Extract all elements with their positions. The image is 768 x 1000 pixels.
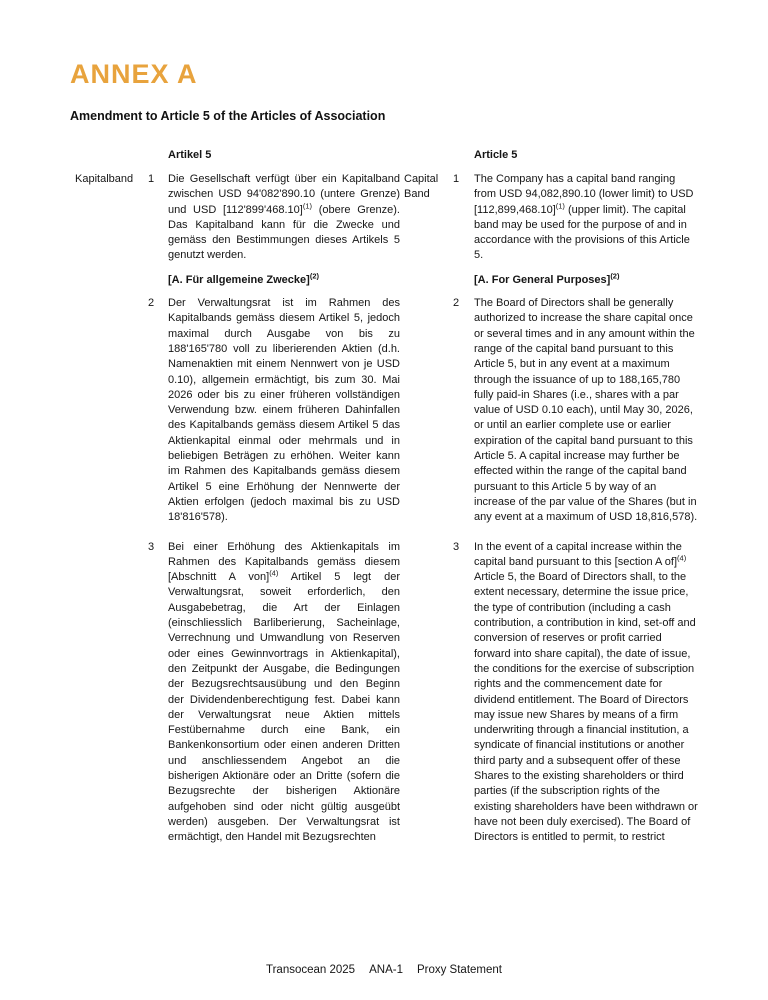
- footnote-ref-2: (2): [610, 271, 620, 281]
- footer-page-id: ANA-1: [369, 964, 403, 976]
- text-segment: In the event of a capital increase within the capital band pursuant to this [section A of]: [474, 540, 682, 568]
- footnote-ref-2: (2): [309, 271, 319, 281]
- text-segment: [A. Für allgemeine Zwecke]: [168, 273, 310, 286]
- column-headers: [70, 148, 698, 163]
- margin-label-capital-band: Capital Band: [404, 173, 439, 201]
- footnote-ref-4: (4): [677, 553, 687, 563]
- paragraph-number-german-1: 1: [148, 173, 155, 185]
- section-a-heading-german: [168, 273, 400, 288]
- spacer: [400, 296, 448, 525]
- text-segment: (obere Grenze). Das Kapitalband kann für die Zwecke und gemäss den Bestimmungen dieses Artikels 5 genutzt werden.: [168, 203, 400, 262]
- text-segment: Die Gesellschaft verfügt über ein Kapitalband zwischen USD 94'082'890.10 (untere Grenze) und USD [112'899'468.10]: [168, 173, 400, 216]
- paragraph-row-3: [70, 540, 698, 846]
- spacer: [70, 296, 142, 525]
- spacer: [70, 148, 142, 163]
- paragraph-1-english: [474, 172, 698, 264]
- text-segment: (upper limit). The capital band may be used for the purpose of and in accordance with the provisions of this Article 5.: [474, 203, 690, 262]
- paragraph-number-english-2: 2: [453, 297, 460, 310]
- spacer: [142, 273, 168, 288]
- text-segment: The Company has a capital band ranging from USD 94,082,890.10 (lower limit) to USD [112,899,468.10]: [474, 173, 694, 216]
- page-title: ANNEX A: [70, 59, 198, 89]
- column-header-german: Artikel 5: [168, 149, 212, 161]
- footer-doc-type: Proxy Statement: [416, 964, 502, 976]
- spacer: [70, 540, 142, 846]
- section-a-heading-row: [70, 273, 698, 288]
- page-subtitle: Amendment to Article 5 of the Articles of Association: [70, 109, 386, 123]
- paragraph-row-1: [70, 172, 698, 264]
- footnote-ref-1: (1): [302, 200, 312, 210]
- spacer: [448, 148, 474, 163]
- paragraph-3-german: [168, 540, 400, 846]
- spacer: [400, 540, 448, 846]
- spacer: [70, 273, 142, 288]
- page-footer: [0, 964, 768, 976]
- paragraph-number-english-3: 3: [453, 540, 460, 553]
- paragraph-2-german: Der Verwaltungsrat ist im Rahmen des Kapitalbands gemäss diesem Artikel 5, jedoch maximal durch Ausgabe von bis zu 188'165'780 voll zu liberierenden Aktien (d.h. Namenaktien mit einem Nennwert von je USD 0.10), allgemein ermächtigt, bis zum 30. Mai 2026 oder bis zu einer früheren vollständigen Verwendung bzw. einem früheren Dahinfallen des Kapitalbands gemäss diesem Artikel 5 das Aktienkapital einmal oder mehrmals und in beliebigen Beträgen zu erhöhen. Weiter kann im Rahmen des Kapitalbands gemäss diesem Artikel 5 eine Erhöhung der Nennwerte der Aktien erfolgen (jedoch maximal bis zu USD 18'816'578).: [168, 297, 400, 524]
- text-segment: [A. For General Purposes]: [474, 273, 611, 286]
- spacer: [400, 148, 448, 163]
- section-a-heading-english: [474, 273, 698, 288]
- spacer: [142, 148, 168, 163]
- paragraph-number-german-2: 2: [148, 297, 155, 310]
- paragraph-row-2: [70, 296, 698, 525]
- paragraph-3-english: [474, 540, 698, 846]
- text-segment: Article 5, the Board of Directors shall, to the extent necessary, determine the issue price, the type of contribution (including a cash contribution, a contribution in kind, set-off and conversion of reserves or profit carried forward into share capital), the date of issue, the conditions for the exercise of subscription rights and the commencement date for dividend entitlement. The Board of Directors may issue new Shares by means of a firm underwriting through a financial institution, a syndicate of financial institutions or another third party and a subsequent offer of these Shares to the existing shareholders or third parties (if the subscription rights of the existing shareholders have been withdrawn or have not been duly exercised). The Board of Directors is entitled to permit, to restrict: [474, 571, 698, 844]
- paragraph-1-german: [168, 172, 400, 264]
- paragraph-2-english: The Board of Directors shall be generally authorized to increase the share capital once or several times and in any amount within the range of the capital band pursuant to this Article 5, but in any event at a maximum through the issuance of up to 188,165,780 fully paid-in Shares (i.e., shares with a par value of USD 0.10 each), until May 30, 2026, or until an earlier complete use or earlier expiration of the capital band pursuant to this Article 5. A capital increase may further be effected within the range of the capital band pursuant to this Article 5 by way of an increase of the par value of the Shares (but in any event at a maximum of USD 18,816,578).: [474, 297, 698, 524]
- paragraph-number-german-3: 3: [148, 540, 155, 553]
- margin-label-kapitalband: Kapitalband: [75, 173, 134, 185]
- spacer: [400, 273, 448, 288]
- text-segment: Bei einer Erhöhung des Aktienkapitals im Rahmen des Kapitalbands gemäss diesem [Abschnitt A von]: [168, 540, 400, 584]
- footer-company: Transocean 2025: [266, 964, 356, 976]
- paragraph-number-english-1: 1: [453, 173, 460, 185]
- column-header-english: Article 5: [474, 149, 518, 161]
- footnote-ref-1: (1): [555, 200, 565, 210]
- spacer: [448, 273, 474, 288]
- text-segment: Artikel 5 legt der Verwaltungsrat, soweit erforderlich, den Ausgabebetrag, die Art der Einlagen (einschliesslich Barliberierung, Sacheinlage, Verrechnung und Umwandlung von Reserven oder eines Gewinnvortrags in Aktienkapital), den Zeitpunkt der Ausgabe, die Bedingungen der Bezugsrechtsausübung und den Beginn der Dividendenberechtigung fest. Dabei kann der Verwaltungsrat neue Aktien mittels Festübernahme durch eine Bank, ein Bankenkonsortium oder einen anderen Dritten und anschliessendem Angebot an die bisherigen Aktionäre oder an Dritte (sofern die Bezugsrechte der bisherigen Aktionäre aufgehoben sind oder nicht gültig ausgeübt werden) ausgeben. Der Verwaltungsrat ist ermächtigt, den Handel mit Bezugsrechten: [168, 571, 400, 844]
- footnote-ref-4: (4): [269, 568, 279, 578]
